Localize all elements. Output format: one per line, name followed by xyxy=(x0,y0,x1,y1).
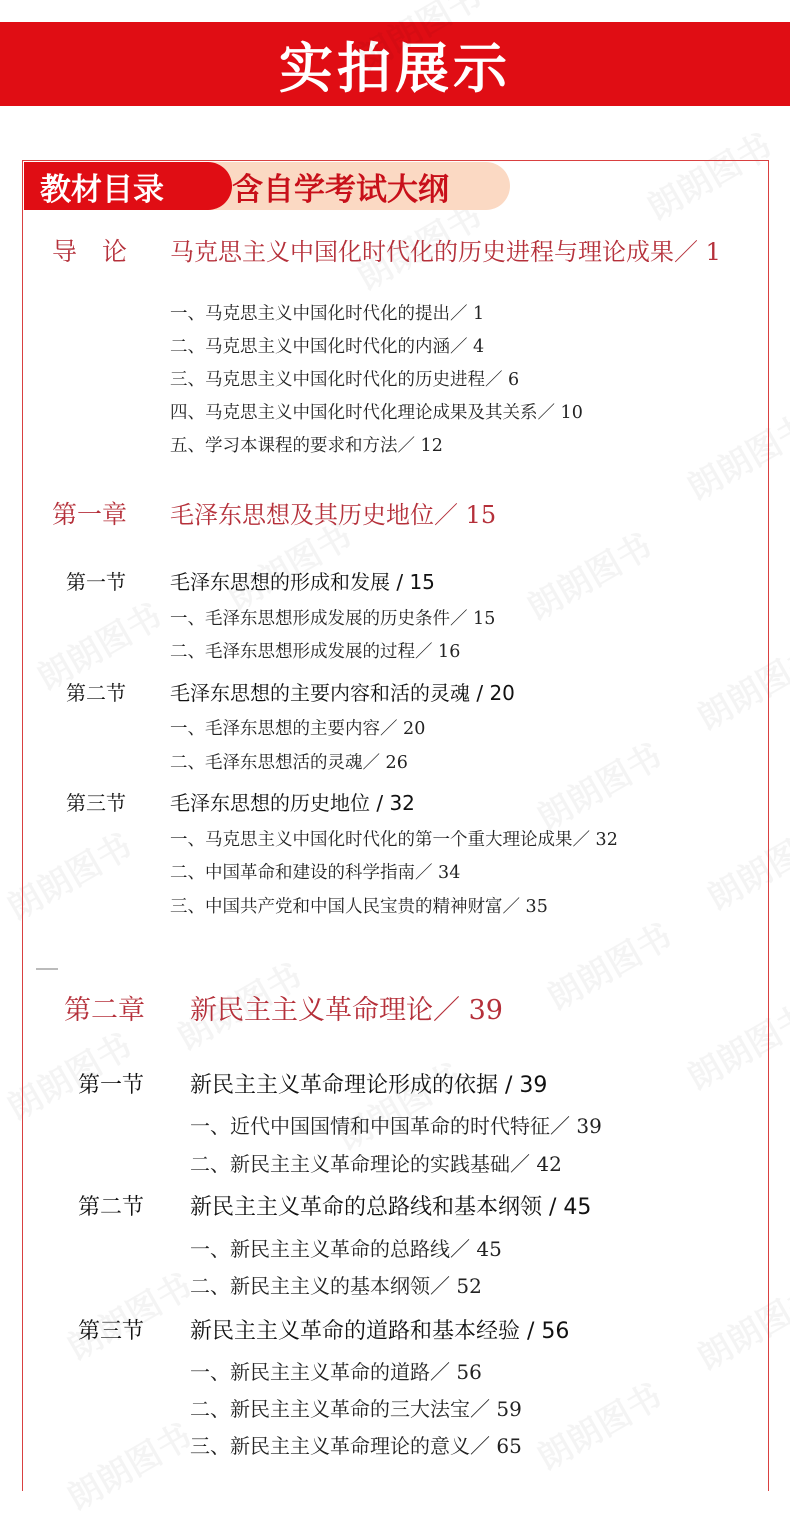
chapter-1-label: 第一章 xyxy=(52,500,128,529)
toc-item: 二、毛泽东思想活的灵魂／ 26 xyxy=(170,753,408,773)
section-title: 毛泽东思想的主要内容和活的灵魂 / 20 xyxy=(170,681,515,705)
chapter-2-label: 第二章 xyxy=(64,995,145,1026)
intro-label: 导 论 xyxy=(52,237,128,266)
toc-item: 三、中国共产党和中国人民宝贵的精神财富／ 35 xyxy=(170,897,548,917)
toc-item: 二、新民主主义的基本纲领／ 52 xyxy=(190,1274,482,1298)
section-label: 第一节 xyxy=(78,1073,145,1098)
section-label: 第三节 xyxy=(78,1319,145,1344)
section-title: 新民主主义革命的总路线和基本纲领 / 45 xyxy=(190,1195,592,1220)
toc-item: 一、近代中国国情和中国革命的时代特征／ 39 xyxy=(190,1114,602,1138)
section-label: 第三节 xyxy=(66,791,126,815)
section-label: 第一节 xyxy=(66,570,126,594)
toc-item: 一、马克思主义中国化时代化的提出／ 1 xyxy=(170,304,485,324)
toc-item: 一、马克思主义中国化时代化的第一个重大理论成果／ 32 xyxy=(170,830,618,850)
section-title: 毛泽东思想的形成和发展 / 15 xyxy=(170,570,435,594)
toc-item: 二、中国革命和建设的科学指南／ 34 xyxy=(170,863,461,883)
tab-toc-label: 教材目录 xyxy=(24,162,232,210)
header-banner xyxy=(0,22,790,106)
section-title: 新民主主义革命的道路和基本经验 / 56 xyxy=(190,1319,570,1344)
toc-item: 一、新民主主义革命的道路／ 56 xyxy=(190,1360,482,1384)
toc-item: 二、新民主主义革命的三大法宝／ 59 xyxy=(190,1397,522,1421)
toc-item: 三、马克思主义中国化时代化的历史进程／ 6 xyxy=(170,370,520,390)
section-title: 新民主主义革命理论形成的依据 / 39 xyxy=(190,1073,548,1098)
chapter-1-title: 毛泽东思想及其历史地位／ 15 xyxy=(170,501,497,529)
toc-item: 三、新民主主义革命理论的意义／ 65 xyxy=(190,1434,522,1458)
toc-item: 二、马克思主义中国化时代化的内涵／ 4 xyxy=(170,337,485,357)
toc-item: 二、毛泽东思想形成发展的过程／ 16 xyxy=(170,642,461,662)
toc-item: 一、毛泽东思想的主要内容／ 20 xyxy=(170,719,426,739)
page-divider xyxy=(36,968,58,970)
section-label: 第二节 xyxy=(78,1195,145,1220)
toc-item: 四、马克思主义中国化时代化理论成果及其关系／ 10 xyxy=(170,403,583,423)
toc-item: 一、毛泽东思想形成发展的历史条件／ 15 xyxy=(170,609,496,629)
section-title: 毛泽东思想的历史地位 / 32 xyxy=(170,791,415,815)
toc-item: 二、新民主主义革命理论的实践基础／ 42 xyxy=(190,1152,562,1176)
chapter-2-title: 新民主主义革命理论／ 39 xyxy=(190,995,503,1026)
toc-item: 一、新民主主义革命的总路线／ 45 xyxy=(190,1237,502,1261)
tab-syllabus-label: 含自学考试大纲 xyxy=(190,162,510,210)
intro-title: 马克思主义中国化时代化的历史进程与理论成果／ 1 xyxy=(170,238,721,266)
toc-item: 五、学习本课程的要求和方法／ 12 xyxy=(170,436,443,456)
section-label: 第二节 xyxy=(66,681,126,705)
banner-title: 实拍展示 xyxy=(279,36,511,100)
